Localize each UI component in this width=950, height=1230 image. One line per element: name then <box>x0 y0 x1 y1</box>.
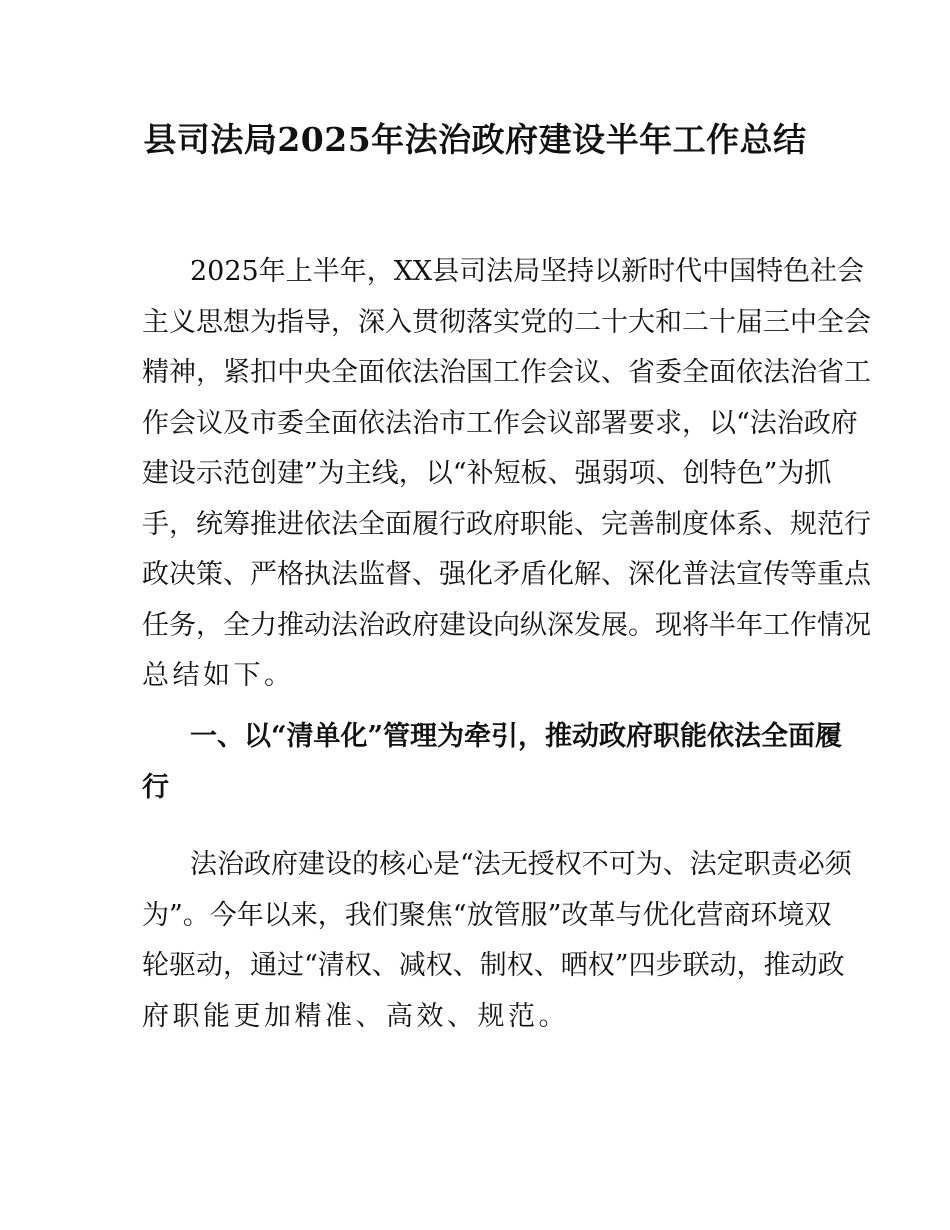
text-line: 手，统筹推进依法全面履行政府职能、完善制度体系、规范行 <box>142 508 871 540</box>
text-line: 总结如下。 <box>142 660 295 691</box>
intro-paragraph <box>142 247 871 702</box>
text-line: 法治政府建设的核心是“法无授权不可为、法定职责必须 <box>190 849 852 880</box>
text-line: 政决策、严格执法监督、强化矛盾化解、深化普法宣传等重点 <box>142 559 871 590</box>
document-title: 县司法局2025年法治政府建设半年工作总结 <box>143 120 807 159</box>
text-line: 轮驱动，通过“清权、减权、制权、晒权”四步联动，推动政 <box>142 950 845 981</box>
text-line: 任务，全力推动法治政府建设向纵深发展。现将半年工作情况 <box>142 609 871 641</box>
text-line: 为”。今年以来，我们聚焦“放管服”改革与优化营商环境双 <box>142 899 832 931</box>
text-line: 精神，紧扣中央全面依法治国工作会议、省委全面依法治省工 <box>142 357 871 388</box>
text-line: 主义思想为指导，深入贯彻落实党的二十大和二十届三中全会 <box>142 306 871 338</box>
text-line: 建设示范创建”为主线，以“补短板、强弱项、创特色”为抓 <box>142 458 832 489</box>
heading-line: 一、以“清单化”管理为牵引，推动政府职能依法全面履 <box>190 721 843 752</box>
heading-line: 行 <box>142 771 173 803</box>
text-line: 作会议及市委全面依法治市工作会议部署要求，以“法治政府 <box>142 407 858 439</box>
text-line: 2025年上半年，XX县司法局坚持以新时代中国特色社会 <box>190 256 865 287</box>
text-line: 府职能更加精准、高效、规范。 <box>142 1000 569 1032</box>
section-paragraph <box>142 840 852 1042</box>
section-heading <box>142 712 843 813</box>
